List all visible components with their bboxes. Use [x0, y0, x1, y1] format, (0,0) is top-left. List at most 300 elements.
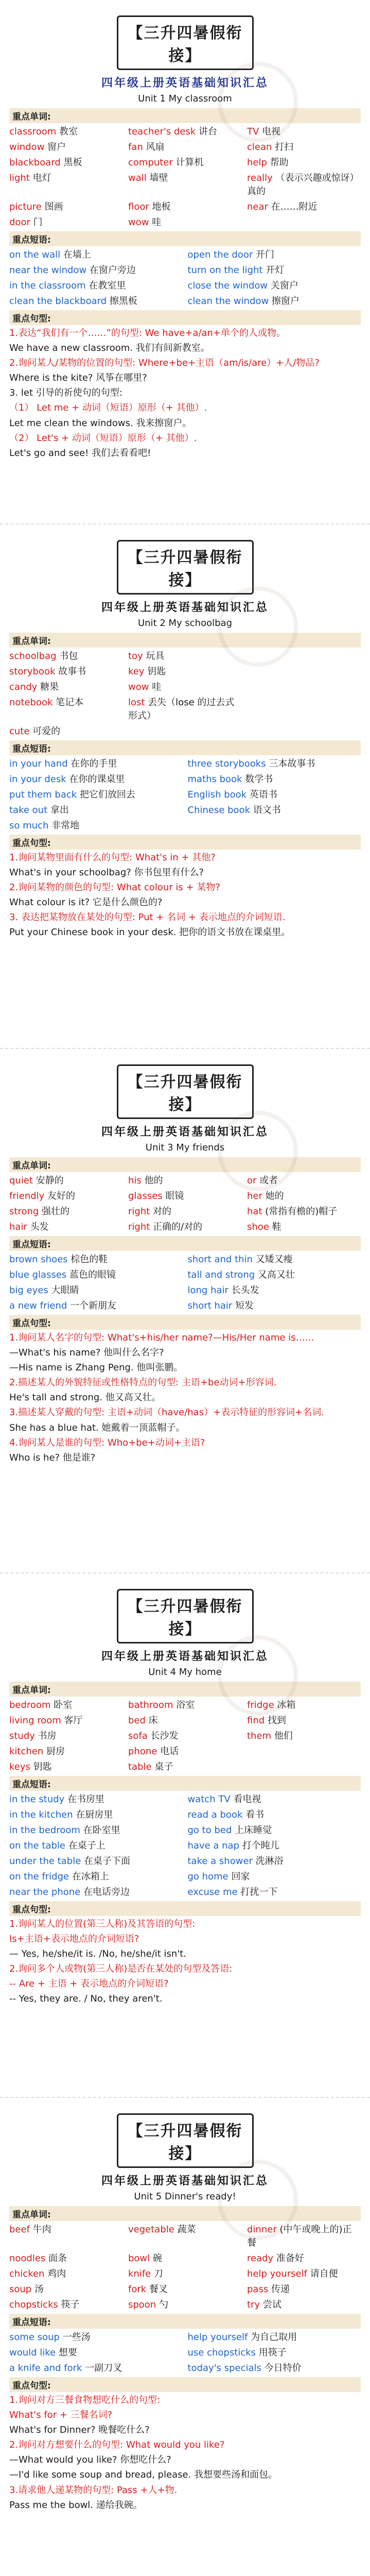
vocab-item — [247, 1219, 361, 1233]
vocab-item — [247, 724, 361, 737]
vocab-meaning: 电视 — [262, 126, 281, 137]
phrase-item — [188, 2361, 361, 2374]
vocab-meaning: （表示兴趣或惊讶）真的 — [247, 173, 359, 197]
sentence-line: （1） Let me + 动词（短语）原形（+ 其他）. — [9, 402, 207, 414]
phrase-item — [9, 278, 183, 292]
sentence-line: She has a blue hat. 她戴着一顶蓝帽子。 — [9, 1422, 185, 1433]
vocab-word: toy — [128, 651, 143, 662]
sentence-line: 2.询问某物的颜色的句型: What colour is + 某物? — [9, 882, 220, 893]
phrase-item — [188, 1252, 361, 1265]
vocab-grid — [9, 124, 361, 228]
vocab-meaning: 强壮的 — [42, 1206, 70, 1217]
vocab-word: notebook — [9, 697, 53, 708]
sentence-line: He's tall and strong. 他又高又壮。 — [9, 1392, 161, 1403]
vocab-word: wow — [128, 682, 149, 692]
phrase-item — [188, 1854, 361, 1867]
phrase-label: 重点短语: — [9, 2314, 361, 2329]
phrase-label: 重点短语: — [9, 1776, 361, 1791]
sentence-label: 重点句型: — [9, 835, 361, 850]
phrase-item — [9, 1252, 183, 1265]
phrase-item — [9, 1792, 183, 1805]
phrase-item — [9, 1298, 183, 1312]
vocab-word: chopsticks — [9, 2299, 58, 2310]
sentence-label: 重点句型: — [9, 2377, 361, 2392]
phrase-meaning: 回家 — [231, 1871, 250, 1882]
phrase-meaning: 一个新朋友 — [70, 1300, 117, 1311]
phrase-text: brown shoes — [9, 1254, 68, 1265]
phrase-meaning: 打扰一下 — [240, 1887, 278, 1897]
vocab-word: lost — [128, 697, 145, 708]
vocab-item — [247, 215, 361, 228]
phrase-meaning: 在厨房里 — [76, 1809, 113, 1820]
vocab-meaning: 餐叉 — [149, 2284, 168, 2295]
unit-banner: 【三升四暑假衔接】 — [117, 540, 254, 595]
phrase-text: put them back — [9, 789, 77, 800]
vocab-item — [9, 1189, 123, 1202]
vocab-word: door — [9, 217, 30, 228]
vocab-grid — [9, 1698, 361, 1773]
vocab-word: vegetable — [128, 2224, 174, 2235]
sentence-line: 2.描述某人的外貌特征或性格特点的句型: 主语+be动词+形容词. — [9, 1377, 277, 1388]
vocab-meaning: 请自便 — [310, 2268, 338, 2279]
vocab-word: or — [247, 1175, 257, 1186]
sentence-line: —I'd like some soup and bread, please. 我想要些汤和面包。 — [9, 2469, 278, 2481]
vocab-meaning: 安静的 — [36, 1175, 64, 1186]
vocab-meaning: 勺 — [158, 2299, 168, 2310]
unit-section — [0, 0, 370, 524]
vocab-item — [128, 1189, 242, 1202]
vocab-word: storybook — [9, 666, 56, 677]
phrase-grid — [9, 756, 361, 832]
phrase-meaning: 蓝色的眼镜 — [69, 1269, 116, 1280]
vocab-word: ready — [247, 2253, 274, 2264]
phrase-meaning: 非常地 — [51, 820, 80, 831]
vocab-meaning: 眼镜 — [165, 1191, 184, 1201]
vocab-word: right — [128, 1222, 150, 1232]
vocab-word: computer — [128, 157, 173, 168]
phrase-item — [188, 1283, 361, 1296]
vocab-item — [9, 1698, 123, 1711]
vocab-item — [128, 1759, 242, 1773]
sentence-line: —His name is Zhang Peng. 他叫张鹏。 — [9, 1362, 183, 1374]
vocab-meaning: 地板 — [152, 201, 171, 212]
vocab-item — [9, 2222, 123, 2249]
vocab-item — [9, 2297, 123, 2311]
sentence-line: 1.询问某物里面有什么的句型: What's in + 其他? — [9, 852, 216, 863]
vocab-word: cute — [9, 726, 30, 737]
sentence-line: -- Are + 主语 + 表示地点的介词短语? — [9, 1978, 169, 1990]
phrase-item — [188, 2345, 361, 2359]
vocab-meaning: 哇 — [152, 682, 162, 692]
phrase-meaning: 洗淋浴 — [255, 1856, 284, 1867]
unit-banner: 【三升四暑假衔接】 — [117, 1064, 254, 1119]
phrase-meaning: 打个盹儿 — [242, 1840, 279, 1851]
phrase-item — [188, 1267, 361, 1281]
vocab-item — [9, 695, 123, 722]
sentence-line: We have a new classroom. 我们有间新教室。 — [9, 343, 210, 354]
vocab-label: 重点单词: — [9, 1682, 361, 1697]
vocab-item — [128, 680, 242, 693]
vocab-meaning: 她的 — [265, 1191, 284, 1201]
vocab-word: really — [247, 173, 273, 183]
vocab-word: living room — [9, 1715, 61, 1726]
sentence-line: Where is the kite? 风筝在哪里? — [9, 372, 147, 384]
phrase-text: in your hand — [9, 758, 68, 769]
phrase-meaning: 拿出 — [50, 805, 69, 816]
phrase-text: would like — [9, 2347, 56, 2358]
phrase-text: have a nap — [187, 1840, 240, 1851]
phrase-text: on the wall — [9, 249, 61, 260]
vocab-word: find — [247, 1715, 265, 1726]
vocab-word: her — [247, 1191, 262, 1201]
vocab-item — [9, 2266, 123, 2280]
vocab-meaning: 筷子 — [61, 2299, 80, 2310]
vocab-meaning: 冰箱 — [277, 1700, 296, 1710]
vocab-item — [128, 1728, 242, 1742]
vocab-item — [128, 124, 242, 138]
vocab-word: bedroom — [9, 1700, 51, 1710]
vocab-meaning: 他的 — [144, 1175, 163, 1186]
vocab-meaning: 床 — [148, 1715, 158, 1726]
vocab-meaning: 黑板 — [63, 157, 82, 168]
phrase-item — [9, 1838, 183, 1852]
vocab-word: table — [128, 1761, 152, 1772]
vocab-grid — [9, 649, 361, 737]
phrase-item — [188, 803, 361, 816]
vocab-item — [128, 171, 242, 197]
phrase-meaning: 看书 — [245, 1809, 265, 1820]
vocab-word: near — [247, 201, 268, 212]
vocab-meaning: 尝试 — [262, 2299, 281, 2310]
vocab-item — [128, 1713, 242, 1726]
vocab-word: noodles — [9, 2253, 46, 2264]
unit-subtitle: 四年级上册英语基础知识汇总 — [101, 2174, 269, 2188]
vocab-meaning: 长沙发 — [150, 1731, 179, 1741]
sentence-line: 1.询问某人的位置(第三人称)及其答语的句型: — [9, 1919, 196, 1929]
vocab-item — [247, 171, 361, 197]
vocab-word: keys — [9, 1761, 30, 1772]
vocab-item — [128, 2282, 242, 2295]
unit-section — [0, 2098, 370, 2576]
vocab-meaning: (中午或晚上的)正餐 — [247, 2224, 352, 2248]
phrase-meaning: 看电视 — [233, 1794, 261, 1805]
vocab-meaning: 帮助 — [270, 157, 289, 168]
vocab-item — [128, 215, 242, 228]
phrase-item — [9, 756, 183, 770]
phrase-text: near the phone — [9, 1887, 81, 1897]
phrase-text: read a book — [187, 1809, 243, 1820]
phrase-item — [188, 2330, 361, 2343]
vocab-item — [128, 199, 242, 213]
sentence-line: 1.询问某人名字的句型: What's+his/her name?—His/Her name is…… — [9, 1332, 314, 1343]
phrase-text: clean the blackboard — [9, 296, 107, 307]
sentence-line: 2.询问对方想要什么的句型: What would you like? — [9, 2439, 225, 2451]
unit-subtitle: 四年级上册英语基础知识汇总 — [101, 76, 269, 90]
phrase-text: take out — [9, 805, 48, 816]
vocab-item — [128, 2222, 242, 2249]
vocab-item — [9, 724, 123, 737]
vocab-meaning: 丢失（lose 的过去式形式） — [128, 697, 235, 721]
vocab-item — [128, 2251, 242, 2264]
phrase-item — [188, 818, 361, 832]
vocab-meaning: 面条 — [48, 2253, 67, 2264]
vocab-item — [128, 1219, 242, 1233]
unit-title: Unit 3 My friends — [145, 1142, 225, 1153]
vocab-meaning: 风扇 — [146, 142, 165, 152]
vocab-meaning: 找到 — [267, 1715, 286, 1726]
phrase-meaning: 又高又壮 — [257, 1269, 295, 1280]
vocab-meaning: 教室 — [59, 126, 78, 137]
phrase-item — [9, 2361, 183, 2374]
phrase-meaning: 把它们放回去 — [79, 789, 135, 800]
vocab-word: knife — [128, 2268, 151, 2279]
vocab-word: kitchen — [9, 1746, 44, 1757]
vocab-item — [247, 680, 361, 693]
vocab-word: right — [128, 1206, 150, 1217]
phrase-text: help yourself — [187, 2332, 248, 2343]
phrase-item — [188, 1838, 361, 1852]
vocab-item — [9, 1219, 123, 1233]
phrase-item — [9, 772, 183, 785]
vocab-item — [9, 1713, 123, 1726]
phrase-text: maths book — [187, 774, 242, 785]
vocab-word: fridge — [247, 1700, 274, 1710]
phrase-text: in the study — [9, 1794, 65, 1805]
unit-banner: 【三升四暑假衔接】 — [117, 15, 254, 70]
vocab-meaning: 图画 — [44, 201, 63, 212]
phrase-item — [9, 1267, 183, 1281]
phrase-grid — [9, 1792, 361, 1898]
sentence-line: 3.请求他人递某物的句型: Pass +人+物. — [9, 2484, 178, 2496]
vocab-label: 重点单词: — [9, 633, 361, 648]
unit-title: Unit 5 Dinner's ready! — [134, 2191, 236, 2202]
phrase-text: in the kitchen — [9, 1809, 73, 1820]
phrase-item — [9, 1807, 183, 1821]
vocab-meaning: 或者 — [259, 1175, 278, 1186]
vocab-word: them — [247, 1731, 272, 1741]
phrase-item — [188, 294, 361, 307]
phrase-meaning: 用筷子 — [258, 2347, 287, 2358]
phrase-meaning: 三本故事书 — [269, 758, 315, 769]
phrase-item — [188, 1823, 361, 1836]
vocab-meaning: 窗户 — [47, 142, 66, 152]
phrase-text: blue glasses — [9, 1269, 67, 1280]
phrase-item — [9, 2330, 183, 2343]
vocab-item — [9, 664, 123, 677]
phrase-text: go home — [187, 1871, 228, 1882]
vocab-meaning: 玩具 — [146, 651, 165, 662]
phrase-item — [188, 787, 361, 801]
vocab-meaning: 电话 — [160, 1746, 179, 1757]
sentence-line: Let's go and see! 我们去看看吧! — [9, 447, 151, 459]
phrase-item — [9, 1823, 183, 1836]
phrase-item — [188, 278, 361, 292]
vocab-meaning: 书包 — [59, 651, 78, 662]
vocab-meaning: 头发 — [30, 1222, 49, 1232]
phrase-text: a knife and fork — [9, 2363, 82, 2374]
vocab-item — [128, 155, 242, 168]
vocab-meaning: 电灯 — [32, 173, 51, 183]
vocab-item — [247, 155, 361, 168]
unit-section — [0, 1049, 370, 1573]
phrase-text: go to bed — [187, 1825, 232, 1836]
unit-subtitle: 四年级上册英语基础知识汇总 — [101, 1650, 269, 1663]
vocab-meaning: 对的 — [153, 1206, 172, 1217]
vocab-word: strong — [9, 1206, 39, 1217]
sentence-line: -- Yes, they are. / No, they aren't. — [9, 1993, 163, 2005]
sentence-line: What's for + 三餐名词? — [9, 2410, 113, 2421]
vocab-word: fan — [128, 142, 143, 152]
phrase-item — [9, 1885, 183, 1898]
vocab-word: teacher's desk — [128, 126, 196, 137]
vocab-item — [128, 1173, 242, 1187]
vocab-item — [128, 2297, 242, 2311]
vocab-meaning: 讲台 — [199, 126, 218, 137]
vocab-item — [9, 1728, 123, 1742]
phrase-text: take a shower — [187, 1856, 253, 1867]
sentence-line: 3. let 引导的祈使句的句型: — [9, 387, 122, 399]
vocab-meaning: 正确的/对的 — [153, 1222, 203, 1232]
vocab-word: candy — [9, 682, 38, 692]
vocab-item — [9, 155, 123, 168]
vocab-word: picture — [9, 201, 42, 212]
vocab-item — [128, 1204, 242, 1217]
vocab-word: bathroom — [128, 1700, 173, 1710]
vocab-meaning: 汤 — [34, 2284, 44, 2295]
phrase-item — [9, 1283, 183, 1296]
phrase-meaning: 在桌子下面 — [84, 1856, 131, 1867]
phrase-item — [9, 1869, 183, 1883]
vocab-item — [128, 140, 242, 153]
vocab-item — [9, 649, 123, 662]
sentence-line: 3. 表达把某物放在某处的句型: Put + 名词 + 表示地点的介词短语. — [9, 912, 286, 923]
vocab-label: 重点单词: — [9, 2206, 361, 2221]
vocab-meaning: 故事书 — [58, 666, 86, 677]
vocab-word: hair — [9, 1222, 27, 1232]
vocab-word: window — [9, 142, 45, 152]
phrase-item — [9, 803, 183, 816]
vocab-item — [247, 695, 361, 722]
phrase-meaning: 在桌子上 — [68, 1840, 105, 1851]
vocab-item — [9, 171, 123, 197]
vocab-item — [9, 215, 123, 228]
vocab-item — [128, 1698, 242, 1711]
vocab-word: soup — [9, 2284, 32, 2295]
vocab-meaning: 在……附近 — [271, 201, 318, 212]
phrase-text: on the fridge — [9, 1871, 69, 1882]
vocab-word: bowl — [128, 2253, 150, 2264]
vocab-word: TV — [247, 126, 259, 137]
vocab-item — [9, 1759, 123, 1773]
sentence-line: 3.描述某人穿戴的句型: 主语+动词（have/has）+表示特征的形容词+名词. — [9, 1407, 324, 1418]
sentence-line: Put your Chinese book in your desk. 把你的语文书放在课桌里。 — [9, 927, 291, 938]
vocab-item — [9, 1744, 123, 1757]
vocab-meaning: 钥匙 — [33, 1761, 52, 1772]
vocab-item — [9, 2282, 123, 2295]
vocab-item — [128, 2266, 242, 2280]
vocab-word: wall — [128, 173, 147, 183]
vocab-word: try — [247, 2299, 260, 2310]
vocab-meaning: 他们 — [274, 1731, 293, 1741]
unit-section — [0, 1573, 370, 2098]
sentence-line: —What's his name? 他叫什么名字? — [9, 1347, 164, 1359]
vocab-meaning: 准备好 — [276, 2253, 304, 2264]
vocab-word: pass — [247, 2284, 269, 2295]
vocab-item — [9, 124, 123, 138]
phrase-grid — [9, 1252, 361, 1312]
sentence-line: （2） Let's + 动词（短语）原形（+ 其他）. — [9, 432, 197, 444]
sentence-line: What colour is it? 它是什么颜色的? — [9, 897, 163, 908]
vocab-item — [128, 724, 242, 737]
phrase-item — [188, 1869, 361, 1883]
vocab-word: sofa — [128, 1731, 148, 1741]
vocab-word: wow — [128, 217, 149, 228]
sentence-line: 4.询问某人是谁的句型: Who+be+动词+主语? — [9, 1437, 205, 1448]
phrase-text: close the window — [187, 280, 268, 291]
sentence-line: Let me clean the windows. 我来擦窗户。 — [9, 417, 192, 429]
vocab-meaning: 客厅 — [64, 1715, 83, 1726]
vocab-item — [9, 199, 123, 213]
vocab-word: bed — [128, 1715, 146, 1726]
vocab-item — [128, 1744, 242, 1757]
phrase-text: a new friend — [9, 1300, 67, 1311]
vocab-word: phone — [128, 1746, 157, 1757]
vocab-word: friendly — [9, 1191, 45, 1201]
vocab-item — [9, 1173, 123, 1187]
vocab-item — [247, 199, 361, 213]
phrase-text: so much — [9, 820, 49, 831]
vocab-meaning: 笔记本 — [56, 697, 84, 708]
vocab-item — [128, 695, 242, 722]
phrase-meaning: 数学书 — [245, 774, 273, 785]
phrase-meaning: 在你的手里 — [71, 758, 117, 769]
unit-banner: 【三升四暑假衔接】 — [117, 1589, 254, 1643]
sentence-line: 1.询问对方三餐食物想吃什么的句型: — [9, 2395, 161, 2405]
vocab-item — [247, 2297, 361, 2311]
vocab-word: blackboard — [9, 157, 61, 168]
sentence-line: — Yes, he/she/it is. /No, he/she/it isn't. — [9, 1948, 187, 1960]
vocab-item — [9, 2251, 123, 2264]
phrase-meaning: 长头发 — [231, 1285, 259, 1296]
phrase-text: today's specials — [187, 2363, 261, 2374]
phrase-item — [188, 1885, 361, 1898]
vocab-word: glasses — [128, 1191, 163, 1201]
vocab-word: floor — [128, 201, 149, 212]
vocab-word: his — [128, 1175, 142, 1186]
sentence-label: 重点句型: — [9, 1315, 361, 1330]
vocab-item — [247, 1204, 361, 1217]
phrase-grid — [9, 247, 361, 307]
phrase-text: English book — [187, 789, 247, 800]
vocab-meaning: 计算机 — [175, 157, 204, 168]
phrase-meaning: 在书房里 — [67, 1794, 105, 1805]
vocab-item — [9, 140, 123, 153]
unit-section — [0, 524, 370, 1049]
phrase-text: clean the window — [187, 296, 269, 307]
unit-title: Unit 1 My classroom — [138, 93, 232, 104]
phrase-label: 重点短语: — [9, 1236, 361, 1251]
phrase-item — [188, 1792, 361, 1805]
sentence-line: 1.表达“我们有一个……”的句型: We have+a/an+单个的人或物。 — [9, 328, 286, 338]
unit-title: Unit 4 My home — [148, 1667, 222, 1677]
vocab-meaning: 碗 — [152, 2253, 162, 2264]
phrase-meaning: 在教室里 — [89, 280, 126, 291]
phrase-text: near the window — [9, 265, 87, 276]
phrase-meaning: 又矮又瘦 — [255, 1254, 293, 1265]
phrase-meaning: 在墙上 — [63, 249, 91, 260]
phrase-item — [9, 787, 183, 801]
vocab-meaning: 友好的 — [47, 1191, 76, 1201]
